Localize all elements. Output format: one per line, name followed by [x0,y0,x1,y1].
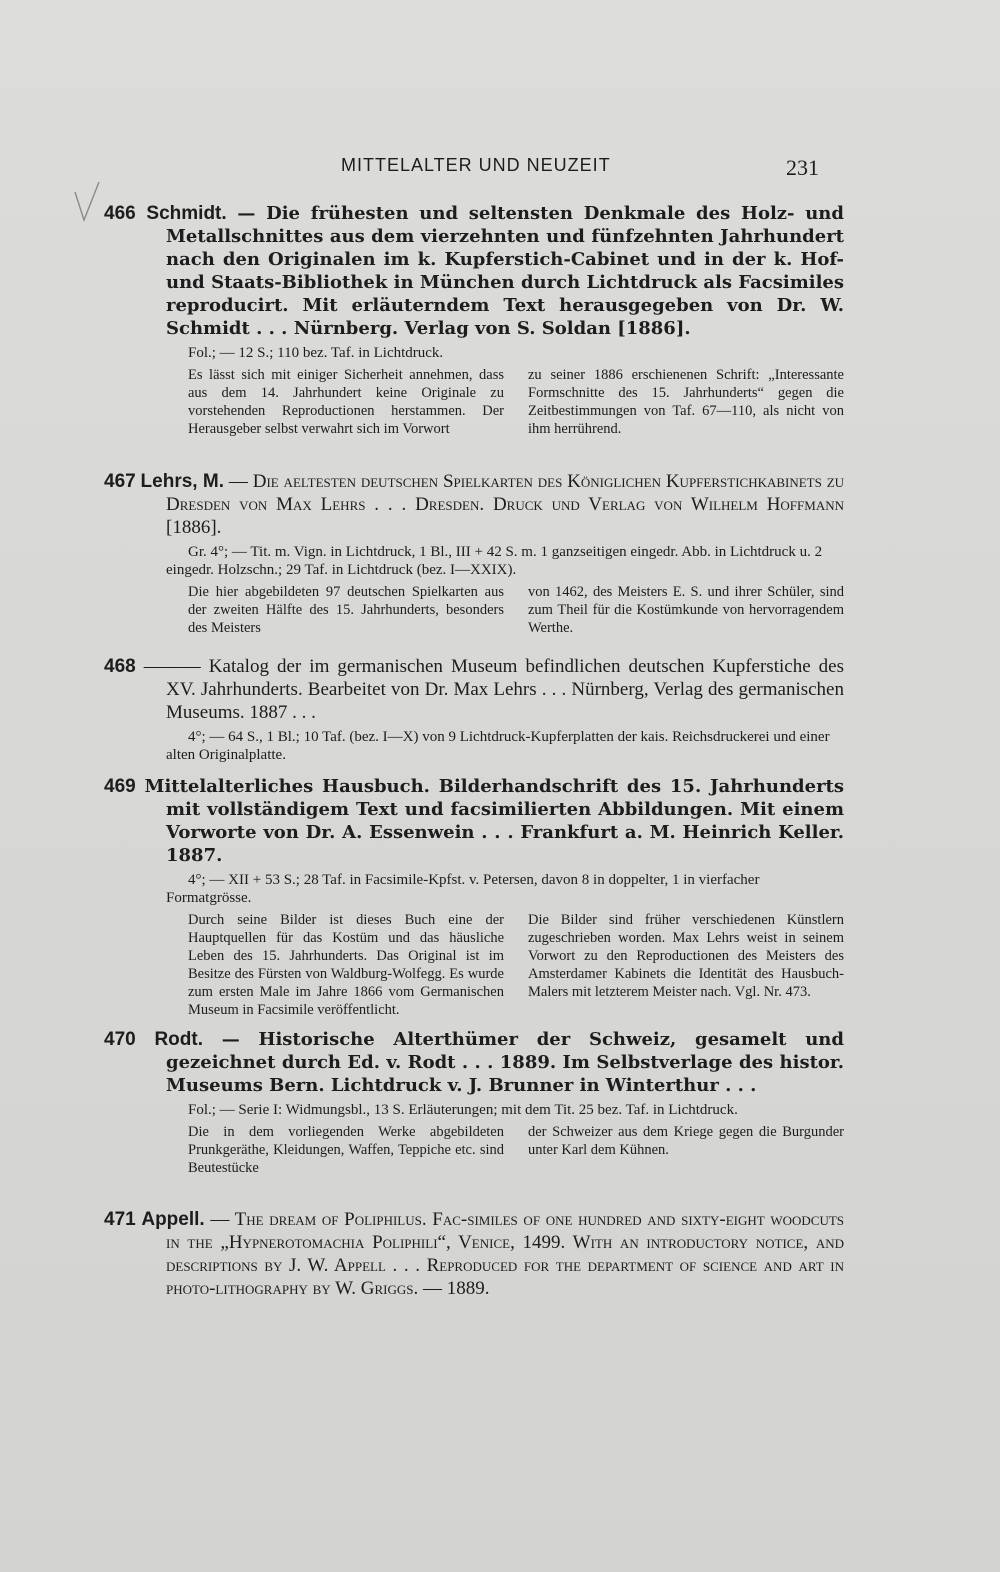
entry-bibliographic-details: 4°; — XII + 53 S.; 28 Taf. in Facsimile-Kpfst. v. Petersen, davon 8 in doppelter, 1 in vierfacher Formatgrösse. [166,872,760,906]
page-number: 231 [786,155,819,180]
entry-bibliographic-details: 4°; — 64 S., 1 Bl.; 10 Taf. (bez. I—X) von 9 Lichtdruck-Kupferplatten der kais. Reichsdruckerei und einer alten Originalplatte. [166,729,830,763]
entry-author: Lehrs, M. [140,471,225,492]
catalogue-entry-468 [104,655,844,764]
entry-title [104,655,844,724]
entry-note-right: Die Bilder sind früher verschiedenen Künstlern zugeschrieben worden. Max Lehrs weist in seinem Vorwort zu den Reproductionen des Meisters des Amsterdamer Kabinets die Identität des Hausbuch-Malers mit letzterem Meister nach. Vgl. Nr. 473. [528,912,844,1000]
entry-author-dash: ——— [143,656,201,677]
entry-title-text: — Historische Alterthümer der Schweiz, gesamelt und gezeichnet durch Ed. v. Rodt . . . 1889. Im Selbstverlage des histor. Museums Bern. Lichtdruck v. J. Brunner in Winterthur . . . [166,1029,844,1096]
entry-author: Appell. [141,1209,205,1230]
entry-notes [188,366,844,438]
entry-note-left: Die in dem vorliegenden Werke abgebildeten Prunkgeräthe, Kleidungen, Waffen, Teppiche etc. sind Beutestücke [188,1124,504,1176]
entry-note-left: Durch seine Bilder ist dieses Buch eine der Hauptquellen für das Kostüm und das häusliche Leben des 15. Jahrhunderts. Das Original ist im Besitze des Fürsten von Waldburg-Wolfegg. Es wurde zum ersten Male im Jahre 1866 vom Germanischen Museum in Facsimile veröffentlicht. [188,912,504,1018]
running-head: MITTELALTER UND NEUZEIT [341,155,611,175]
entry-notes [188,583,844,637]
entry-notes [188,911,844,1019]
entry-title [104,1208,844,1300]
catalogue-entry-470 [104,1028,844,1177]
entry-title-text: Katalog der im germanischen Museum befindlichen deutschen Kupferstiche des XV. Jahrhunderts. Bearbeitet von Dr. Max Lehrs . . . Nürnberg, Verlag des germanischen Museums. 1887 . . . [166,656,844,723]
entry-title [104,775,844,867]
entry-note-right: von 1462, des Meisters E. S. und ihrer Schüler, sind zum Theil für die Kostümkunde von hervorragendem Werthe. [528,584,844,636]
entry-bibliographic-details: Fol.; — Serie I: Widmungsbl., 13 S. Erläuterungen; mit dem Tit. 25 bez. Taf. in Lichtdruck. [188,1102,738,1118]
catalogue-entry-469 [104,775,844,1019]
entry-author: Rodt. [154,1029,203,1050]
entry-number: 470 [104,1029,136,1050]
entry-note-right: zu seiner 1886 erschienenen Schrift: „Interessante Formschnitte des 15. Jahrhunderts“ gegen die Zeitbestimmungen von Taf. 67—110, als nicht von ihm herrührend. [528,367,844,437]
entry-note-left: Die hier abgebildeten 97 deutschen Spielkarten aus der zweiten Hälfte des 15. Jahrhunderts, besonders des Meisters [188,584,504,636]
pencil-check-mark-icon [72,180,102,230]
entry-bibliographic-details: Gr. 4°; — Tit. m. Vign. in Lichtdruck, 1 Bl., III + 42 S. m. 1 ganzseitigen eingedr. Abb. in Lichtdruck u. 2 eingedr. Holzschn.; 29 Taf. in Lichtdruck (bez. I—XXIX). [166,544,823,578]
entry-title-text: — The dream of Poliphilus. Fac-similes of one hundred and sixty-eight woodcuts in the „Hypnerotomachia Poliphili“, Venice, 1499. With an introductory notice, and descriptions by J. W. Appell . . . Reproduced for the department of science and art in photo-lithography by W. Griggs. — 1889. [166,1209,844,1299]
entry-number: 467 [104,471,136,492]
entry-note-left: Es lässt sich mit einiger Sicherheit annehmen, dass aus dem 14. Jahrhundert keine Originale zu vorstehenden Reproductionen herstammen. Der Herausgeber selbst verwahrt sich im Vorwort [188,367,504,437]
entry-note-right: der Schweizer aus dem Kriege gegen die Burgunder unter Karl dem Kühnen. [528,1124,844,1158]
entry-title-text: — Die aeltesten deutschen Spielkarten des Königlichen Kupferstichkabinets zu Dresden von Max Lehrs . . . Dresden. Druck und Verlag von Wilhelm Hoffmann [1886]. [166,471,845,538]
page-header [0,155,1000,185]
entry-author: Schmidt. [146,203,227,224]
entry-number: 466 [104,203,136,224]
entry-title [104,202,844,340]
entry-number: 471 [104,1209,136,1230]
entry-title [104,470,844,539]
entry-notes [188,1123,844,1177]
entry-number: 469 [104,776,136,797]
entry-title-text: Mittelalterliches Hausbuch. Bilderhandschrift des 15. Jahrhunderts mit vollständigem Text und facsimilierten Abbildungen. Mit einem Vorworte von Dr. A. Essenwein . . . Frankfurt a. M. Heinrich Keller. 1887. [144,776,844,866]
entry-title-text: — Die frühesten und seltensten Denkmale des Holz- und Metallschnittes aus dem vierzehnten und fünfzehnten Jahrhundert nach den Originalen im k. Kupferstich-Cabinet und in der k. Hof- und Staats-Bibliothek in München durch Lichtdruck als Facsimiles reproducirt. Mit erläuterndem Text herausgegeben von Dr. W. Schmidt . . . Nürnberg. Verlag von S. Soldan [1886]. [166,203,844,339]
entry-bibliographic-details: Fol.; — 12 S.; 110 bez. Taf. in Lichtdruck. [188,345,444,361]
catalogue-entry-467 [104,470,844,637]
entry-number: 468 [104,656,136,677]
catalogue-entry-471 [104,1208,844,1300]
catalogue-entry-466 [104,202,844,438]
entry-title [104,1028,844,1097]
